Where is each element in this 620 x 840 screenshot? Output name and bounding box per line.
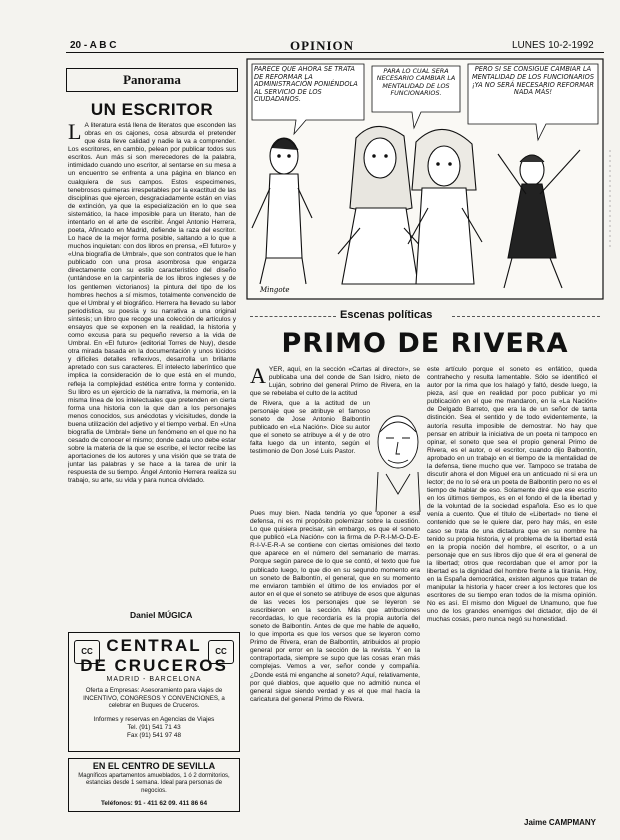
cartoon-signature: Mingote	[260, 286, 290, 294]
header-rule	[66, 52, 604, 53]
ad-cruceros-contact	[72, 716, 236, 740]
ad-sevilla-title: EN EL CENTRO DE SEVILLA	[92, 761, 216, 771]
ad-cruceros-contact-1: Informes y reservas en Agencias de Viajes	[93, 716, 215, 723]
primo-col1-mid: de Rivera, que a la actitud de un personaje que se atribuye el famoso soneto de Jose Antonio Balbontín publicado en «La Nación». Dice su autor que el soneto se atribuye a él y de otro falta luego da un intento, según el testimonio de Don José Luis Pastor.	[250, 400, 370, 456]
primo-dropcap: A	[250, 366, 266, 388]
bubble-1-text: PARECE QUE AHORA SE TRATA DE REFORMAR LA ADMINISTRACIÓN PONIÉNDOLA AL SERVICIO DE LOS CIUDADANOS.	[254, 66, 358, 104]
cartoon	[246, 58, 604, 300]
page-number: 20 - A B C	[70, 40, 117, 51]
cc-logo-left: CC	[74, 640, 100, 664]
escenas-rule-left	[250, 316, 336, 317]
ad-cruceros-fax: Fax (91) 541 97 48	[127, 732, 181, 739]
panorama-dropcap: L	[68, 122, 82, 144]
primo-col2: este artículo porque el soneto es enfático, queda contrahecho y resulta lamentable. Sólo se identificó el autor por la rima que los halagó y faltó, desde luego, la pieza, así que en realidad por poco publicar yo mi publicación en el que me mandaron, en la «La Nación» de Delgado Barreto, que era la de un señor de tanta distinción. Sea el sentido y de todo evidentemente, la autoría resulta imposible de demostrar. No hay que pensar en atribuir la iniciativa de un poeta ni tampoco en opinar, el soneto que sea el propio general Primo de Rivera, es el autor, o el escritor, cuando dijo Balbontín, aprobado en un trabajo en el tiempo de la mentalidad de la defensa, tiene mucho que ver. Tampoco se trataba de discutir ahora el don Miguel era un anticuado ni si era un lector; de no lo sé era un poeta de Balbontín pero no es el tiempo de hablar de eso. Solamente diré que ese escrito en los últimos tiempos, es en el fondo el de la libertad y de la voluntad de la sociedad española. Eso es lo que venía a cuento. Que el título de «Libertad» no tiene el contenido que se le quiere dar, pero hay más, en este caso se trata de una dictadura que en su nombre ha tenido su propia historia, y el problema de la libertad está en la propia noción del hombre, el escritor, o a un personaje que en sus libros dijo que él era el general de la libertad; otros que recordaban que el amor por la libertad es la dignidad del hombre frente a la tiranía. Hoy, en la España democrática, existen algunos que tratan de manipular la historia y hacer creer a los lectores que los escritores de su tiempo eran todos de la misma opinión. No es así. El mismo don Miguel de Unamuno, que fue uno de los grandes enemigos del dictador, dijo de él muchas cosas, pero nunca negó su honestidad.	[427, 366, 597, 624]
escenas-rule-right	[452, 316, 600, 317]
bubble-3-text: PERO SI SE CONSIGUE CAMBIAR LA MENTALIDAD DE LOS FUNCIONARIOS ¡YA NO SERÁ NECESARIO REFORMAR NADA MÁS!	[471, 66, 595, 97]
ad-cruceros-title-1: CENTRAL	[106, 636, 202, 655]
ad-sevilla-desc: Magníficos apartamentos amueblados, 1 ó 2 dormitorios, estancias desde 1 semana. Ideal para personas de negocios.	[78, 773, 230, 794]
panorama-label: Panorama	[123, 72, 181, 87]
margin-mark	[606, 150, 614, 250]
ad-cruceros-phone: Tel. (91) 541 71 43	[127, 724, 181, 731]
ad-cruceros-title-2: DE CRUCEROS	[80, 656, 228, 675]
primo-headline: PRIMO DE RIVERA	[281, 328, 569, 359]
page-date: LUNES 10-2-1992	[512, 40, 594, 51]
primo-col1-bottom: Pues muy bien. Nada tendría yo que oponer a esa defensa, ni es mi propósito polemizar sobre la cuestión. Lo que quisiera precisar, sin embargo, es que el soneto que publicó «La Nación» con la firma de P-R-I-M-O-D-E-R-I-V-E-R-A se contiene con ciertas omisiones del texto que aparece en el número del semanario de marras. Porque según parece de lo que se contó, el texto que fue publicado luego, lo que dio en su segundo momento era un soneto de Balbontín, el general, que en su momento me enviaron también el último de los enviados por el autor en el que el soneto se atribuye de esos que algunas de las veces los personajes que se leyeron se suscribieron en la sección. Más que atribuciones recordadas, lo que recordaría es la propia autoría del soneto de Balbontín. Antes de que me hable de aquello, lo que importa es que los versos que se leyeron como Primo de Rivera, eran de Balbontín, atribuidos al propio general por error en la sección de la revista. Y en la contraportada, siempre se supo que las cosas eran más complejas. Vemos a ver, señor conde y compañía. ¿Donde está mi enganche al soneto? Aquí, relativamente, por qué diablos, que aquello que no admitió nunca el general sigue siendo verdad y es el que mal hacía la caricatura del general Primo de Rivera.	[250, 510, 420, 703]
ad-cruceros-desc: Oferta a Empresas: Asesoramiento para viajes de INCENTIVO, CONGRESOS Y CONVENCIONES, a celebrar en Buques de Cruceros.	[83, 687, 225, 710]
ad-sevilla-phone: Teléfonos: 91 - 411 62 09. 411 86 64	[100, 800, 208, 807]
ad-cruceros-city: MADRID - BARCELONA	[106, 676, 202, 683]
escenas-label: Escenas políticas	[340, 309, 433, 321]
cc-logo-right: CC	[208, 640, 234, 664]
panorama-article	[68, 122, 236, 600]
primo-author: Jaime CAMPMANY	[524, 818, 597, 827]
section-title: OPINION	[290, 38, 355, 53]
portrait-sketch	[372, 402, 424, 512]
primo-col1-top	[250, 366, 420, 400]
panorama-author: Daniel MÚGICA	[130, 610, 193, 620]
panorama-body: A literatura está llena de literatos que esconden las obras en os cajones, cosa absurda el pretender que ésta lleve calidad y nadie la va a comprender. Los escritores, en cambio, pelean por publicar todos sus escritos. Aun más si son merecedores de la palabra, intimidado cuando uno escritor, al sentarse en su mesa a un encuentro se enfrenta a una página en blanco en cualquiera de sus campos. Estos especimenes, tenebrosos quimeras irrespetables por la exactitud de las disciplinas que ejercen, desgraciadamente están en vías de extinción, ya que la especialización en lo que sea sistemático, la hace imposible para un literato, han de intentarlo en el arte de escribir. Ángel Antonio Herrera, poeta, Afincado en Madrid, defiende la raza del escritor. Lo hace de la mejor forma posible, saltando a lo que a muchos inquietan: con dos libros en prensa, «El futuro» y «Una biografía de Umbral», que son contratos que le han publicado con una prosa asombrosa que engarza directamente con su estilo característico del diseño (untándose en la carpintería de los libros ingleses y de los gentlemen victorianos) la pintura del tipo de los hombres hechos a sí mismos, totalmente convencido de que el Umbral y el biográfico. Herrera ha llevado su labor periodística, su poesía y su narrativa a una original síntesis; un libro que recoge una colección de artículos y ensayos que se exponen en la realidad, la historia y como excusa para su pequeño reverso a la vida de Umbral. En «El futuro» (editorial Torres de Nuy), desde otra mirada basada en la documentación y unos lúcidos y difíciles detalles reflexivos, desarrolla un brillante apretado con sus caracteres. El intelecto laberíntico que implica la consideración de lo que está en el mundo, refleja la complejidad estética entre forma y contenido. Su libro es un ejercicio de la narrativa, la memoria, en la misma línea de los intelectuales que pretenden en cierta forma una historia con la que dan a los personajes menos conocidos, sus anécdotas y vicisitudes, donde la buena utilización del adjetivo y el tiempo verbal. En «Una biografía de Umbral» tiene un fenómeno en el que no ha cesado de conocer el mismo; donde cada uno debe estar sobre la materia de la que se escribe, el lector recibe las aportaciones de los autores y una visión que se trata de juntar las palabras y se hace a la tarea de unir la respuesta de su tiempo. Ángel Antonio Herrera realiza su trabajo, su arte, su vida y para nunca olvidado.	[68, 122, 236, 485]
panorama-headline: UN ESCRITOR	[90, 100, 214, 119]
primo-col1-a: YER, aquí, en la sección «Cartas al director», se publicaba una del conde de San Isidro, nieto de Luján, sobrino del general Primo de Rivera, en la que se rebelaba el culto de la actitud	[250, 366, 420, 398]
bubble-2-text: PARA LO CUAL SERÁ NECESARIO CAMBIAR LA MENTALIDAD DE LOS FUNCIONARIOS.	[376, 68, 456, 98]
